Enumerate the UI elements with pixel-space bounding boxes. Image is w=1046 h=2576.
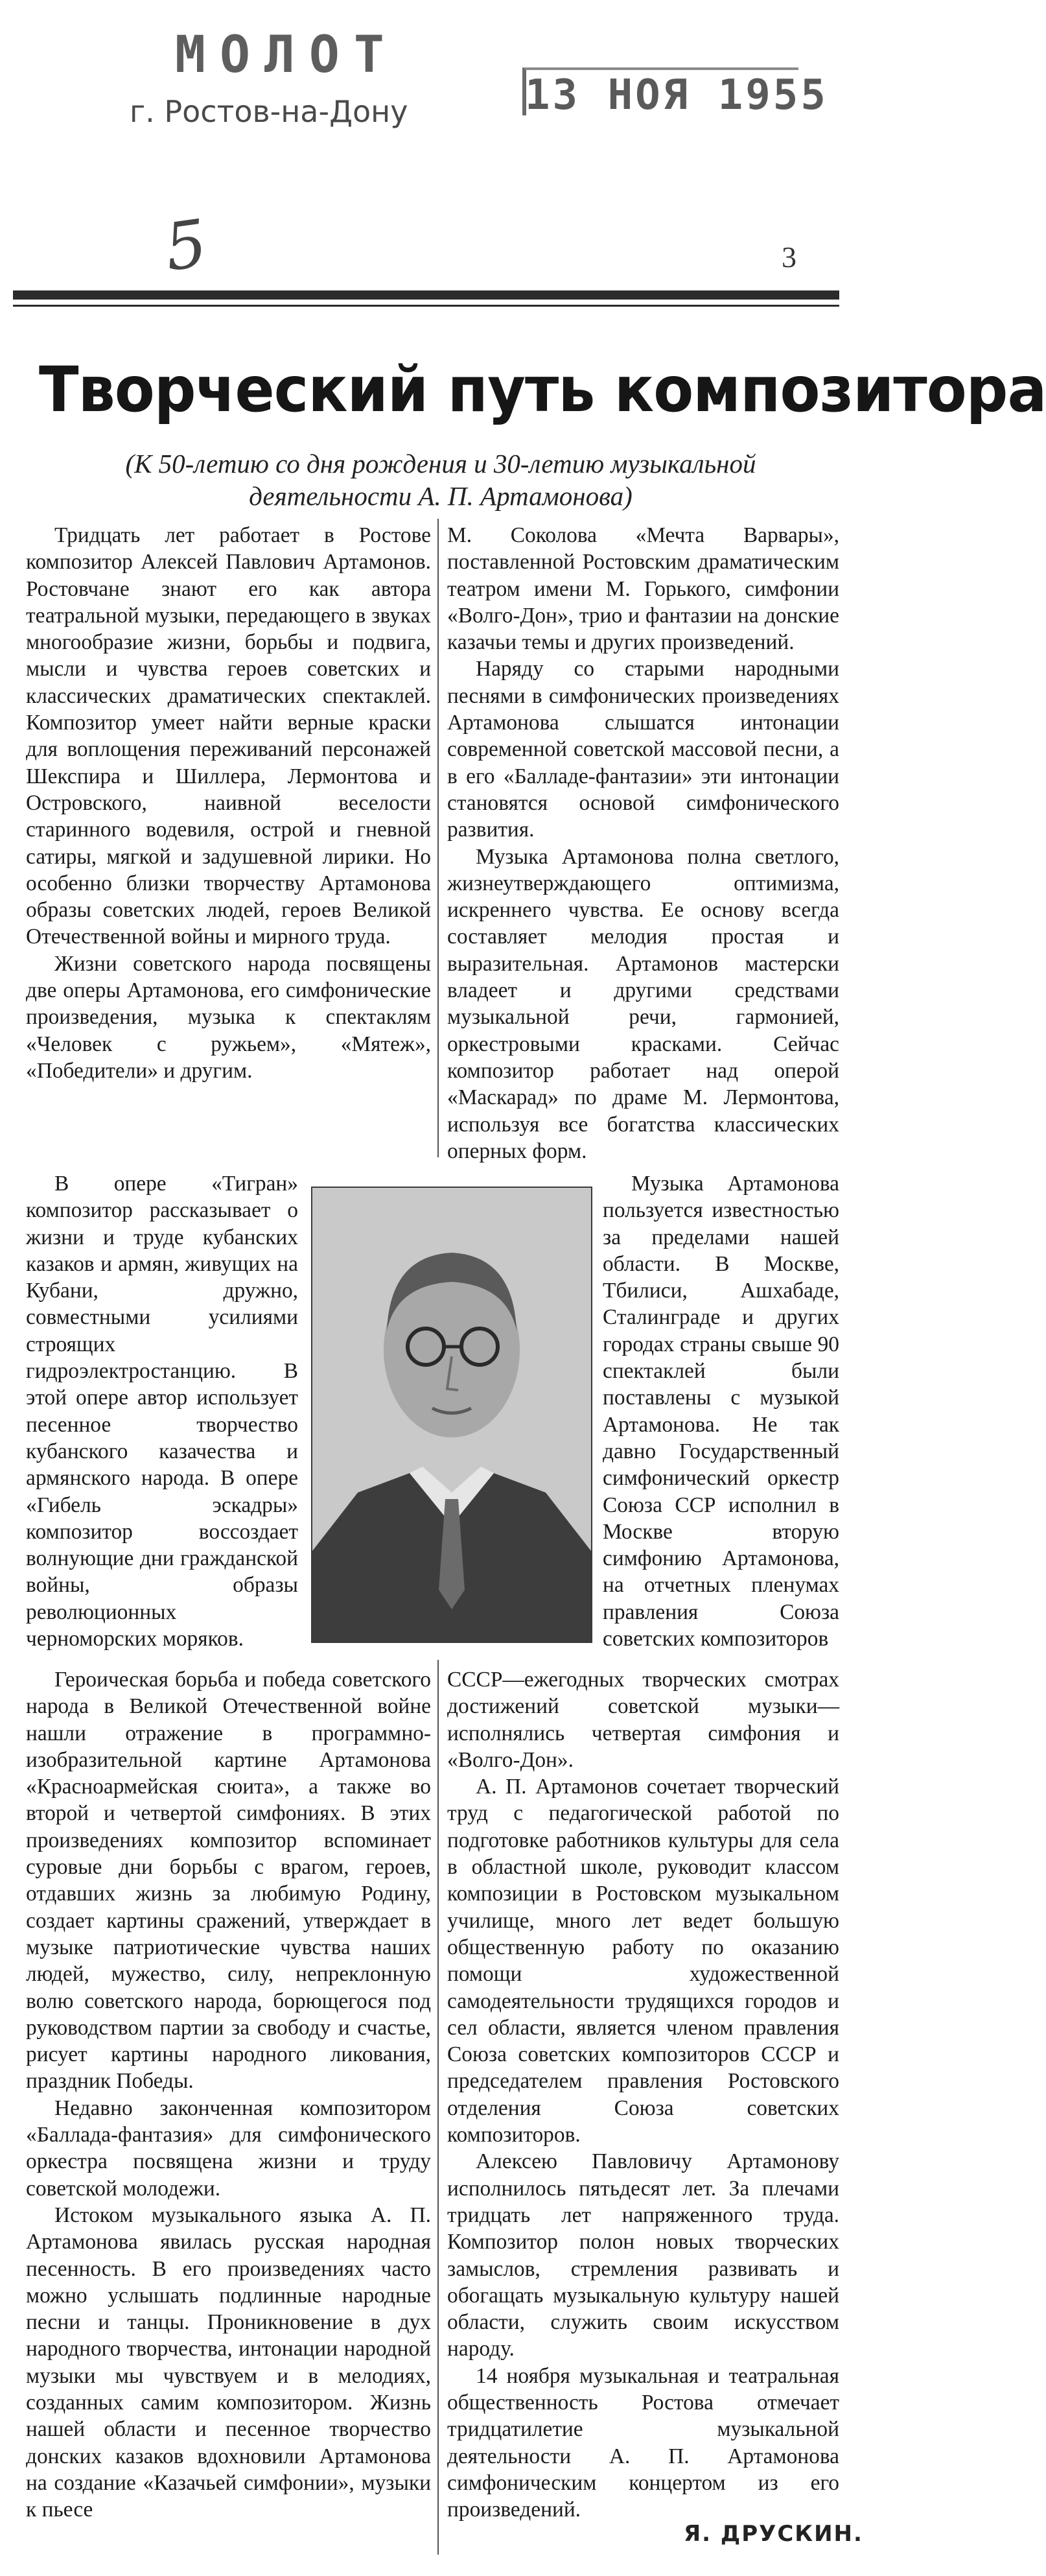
author-signature: Я. ДРУСКИН. bbox=[684, 2521, 863, 2547]
article-title: Творческий путь композитора bbox=[39, 353, 1046, 426]
paragraph: Музыка Артамонова пользуется известностью за пределами нашей области. В Москве, Тбилиси, Ашхабаде, Сталинграде и других городах страны свыше 90 спектаклей были поставлены с музыкой Артамонова. Не так давно Государственный симфонический оркестр Союза ССР исполнил в Москве вторую симфонию Артамонова, на отчетных пленумах правления Союза советских композиторов bbox=[603, 1172, 839, 1651]
paragraph: Недавно законченная композитором «Баллада-фантазия» для симфонического оркестра посвящена жизни и труду советской молодежи. bbox=[26, 2096, 431, 2201]
portrait-illustration bbox=[312, 1188, 591, 1642]
narrow-right-column bbox=[603, 1170, 839, 1652]
bottom-left-column bbox=[26, 1666, 431, 2523]
paragraph: А. П. Артамонов сочетает творческий труд с педагогической работой по подготовке работников культуры для села в областной школе, руководит классом композиции в Ростовском музыкальном училище, много лет ведет большую общественную работу по оказанию помощи художественной самодеятельности трудящихся городов и сел области, является членом правления Союза советских композиторов СССР и председателем правления Ростовского отделения Союза советских композиторов. bbox=[447, 1775, 839, 2147]
paragraph: В опере «Тигран» композитор рассказывает о жизни и труде кубанских казаков и армян, живущих на Кубани, дружно, совместными усилиями строящих гидроэлектростанцию. В этой опере автор использует песенное творчество кубанского казачества и армянского народа. В опере «Гибель эскадры» композитор воссоздает волнующие дни гражданской войны, образы революционных черноморских моряков. bbox=[26, 1172, 298, 1651]
paragraph: Музыка Артамонова полна светлого, жизнеутверждающего оптимизма, искреннего чувства. Ее основу всегда составляет мелодия простая и выразительная. Артамонов мастерски владеет и другими средствами музыкальной речи, гармонией, оркестровыми красками. Сейчас композитор работает над оперой «Маскарад» по драме М. Лермонтова, используя все богатства классических оперных форм. bbox=[447, 844, 839, 1163]
narrow-left-column bbox=[26, 1170, 298, 1652]
header-rule-thick bbox=[13, 290, 839, 300]
paragraph: Жизни советского народа посвящены две оперы Артамонова, его симфонические произведения, музыка к спектаклям «Человек с ружьем», «Мятеж», «Победители» и другим. bbox=[26, 951, 431, 1083]
date-stamp: 13 НОЯ 1955 bbox=[525, 71, 828, 119]
paragraph: Тридцать лет работает в Ростове композитор Алексей Павлович Артамонов. Ростовчане знают его как автора театральной музыки, передающего в звуках многообразие жизни, борьбы и подвига, мысли и чувства героев советских и классических драматических спектаклей. Композитор умеет найти верные краски для воплощения переживаний персонажей Шекспира и Шиллера, Лермонтова и Островского, наивной веселости старинного водевиля, острой и гневной сатиры, мягкой и задушевной лирики. Но особенно близки творчеству Артамонова образы советских людей, героев Великой Отечественной войны и мирного труда. bbox=[26, 523, 431, 949]
bottom-right-column bbox=[447, 1666, 839, 2523]
left-column bbox=[26, 522, 431, 1084]
page-number: 3 bbox=[782, 241, 796, 274]
paragraph: 14 ноября музыкальная и театральная общественность Ростова отмечает тридцатилетие музыкальной деятельности А. П. Артамонова симфоническим концертом из его произведений. bbox=[447, 2363, 839, 2522]
paragraph: М. Соколова «Мечта Варвары», поставленной Ростовским драматическим театром имени М. Горького, симфонии «Волго-Дон», трио и фантазии на донские казачьи темы и других произведений. bbox=[447, 523, 839, 655]
column-divider bbox=[437, 519, 439, 1157]
article-subtitle: (К 50-летию со дня рождения и 30-летию музыкальной деятельности А. П. Артамонова) bbox=[125, 449, 756, 511]
newspaper-name: МОЛОТ bbox=[175, 26, 399, 84]
newspaper-city: г. Ростов-на-Дону bbox=[130, 94, 408, 129]
paragraph: Наряду со старыми народными песнями в симфонических произведениях Артамонова слышатся интонации современной советской массовой песни, а в его «Балладе-фантазии» эти интонации становятся основой симфонического развития. bbox=[447, 657, 839, 842]
paragraph: Алексею Павловичу Артамонову исполнилось пятьдесят лет. За плечами тридцать лет напряженного труда. Композитор полон новых творческих замыслов, стремления развивать и обогащать музыкальную культуру нашей области, служить своим искусством народу. bbox=[447, 2149, 839, 2361]
paragraph: СССР—ежегодных творческих смотрах достижений советской музыки—исполнялись четвертая симфония и «Волго-Дон». bbox=[447, 1668, 839, 1772]
right-column bbox=[447, 522, 839, 1164]
header-rule-thin bbox=[13, 305, 839, 307]
handwritten-mark: 5 bbox=[160, 205, 212, 286]
paragraph: Истоком музыкального языка А. П. Артамонова явилась русская народная песенность. В его произведениях часто можно услышать подлинные народные песни и танцы. Проникновение в дух народного творчества, интонации народной музыки мы чувствуем и в мелодиях, созданных самим композитором. Жизнь нашей области и песенное творчество донских казаков вдохновили Артамонова на создание «Казачьей симфонии», музыки к пьесе bbox=[26, 2203, 431, 2522]
composer-portrait bbox=[311, 1187, 592, 1643]
column-divider bbox=[437, 1660, 439, 2555]
paragraph: Героическая борьба и победа советского народа в Великой Отечественной войне нашли отражение в программно-изобразительной картине Артамонова «Красноармейская сюита», а также во второй и четвертой симфониях. В этих произведениях композитор вспоминает суровые дни борьбы с врагом, героев, отдавших жизнь за любимую Родину, создает картины сражений, утверждает в музыке патриотические чувства наших людей, мужество, силу, непреклонную волю советского народа, борющегося под руководством партии за свободу и счастье, рисует картины народного ликования, праздник Победы. bbox=[26, 1668, 431, 2094]
